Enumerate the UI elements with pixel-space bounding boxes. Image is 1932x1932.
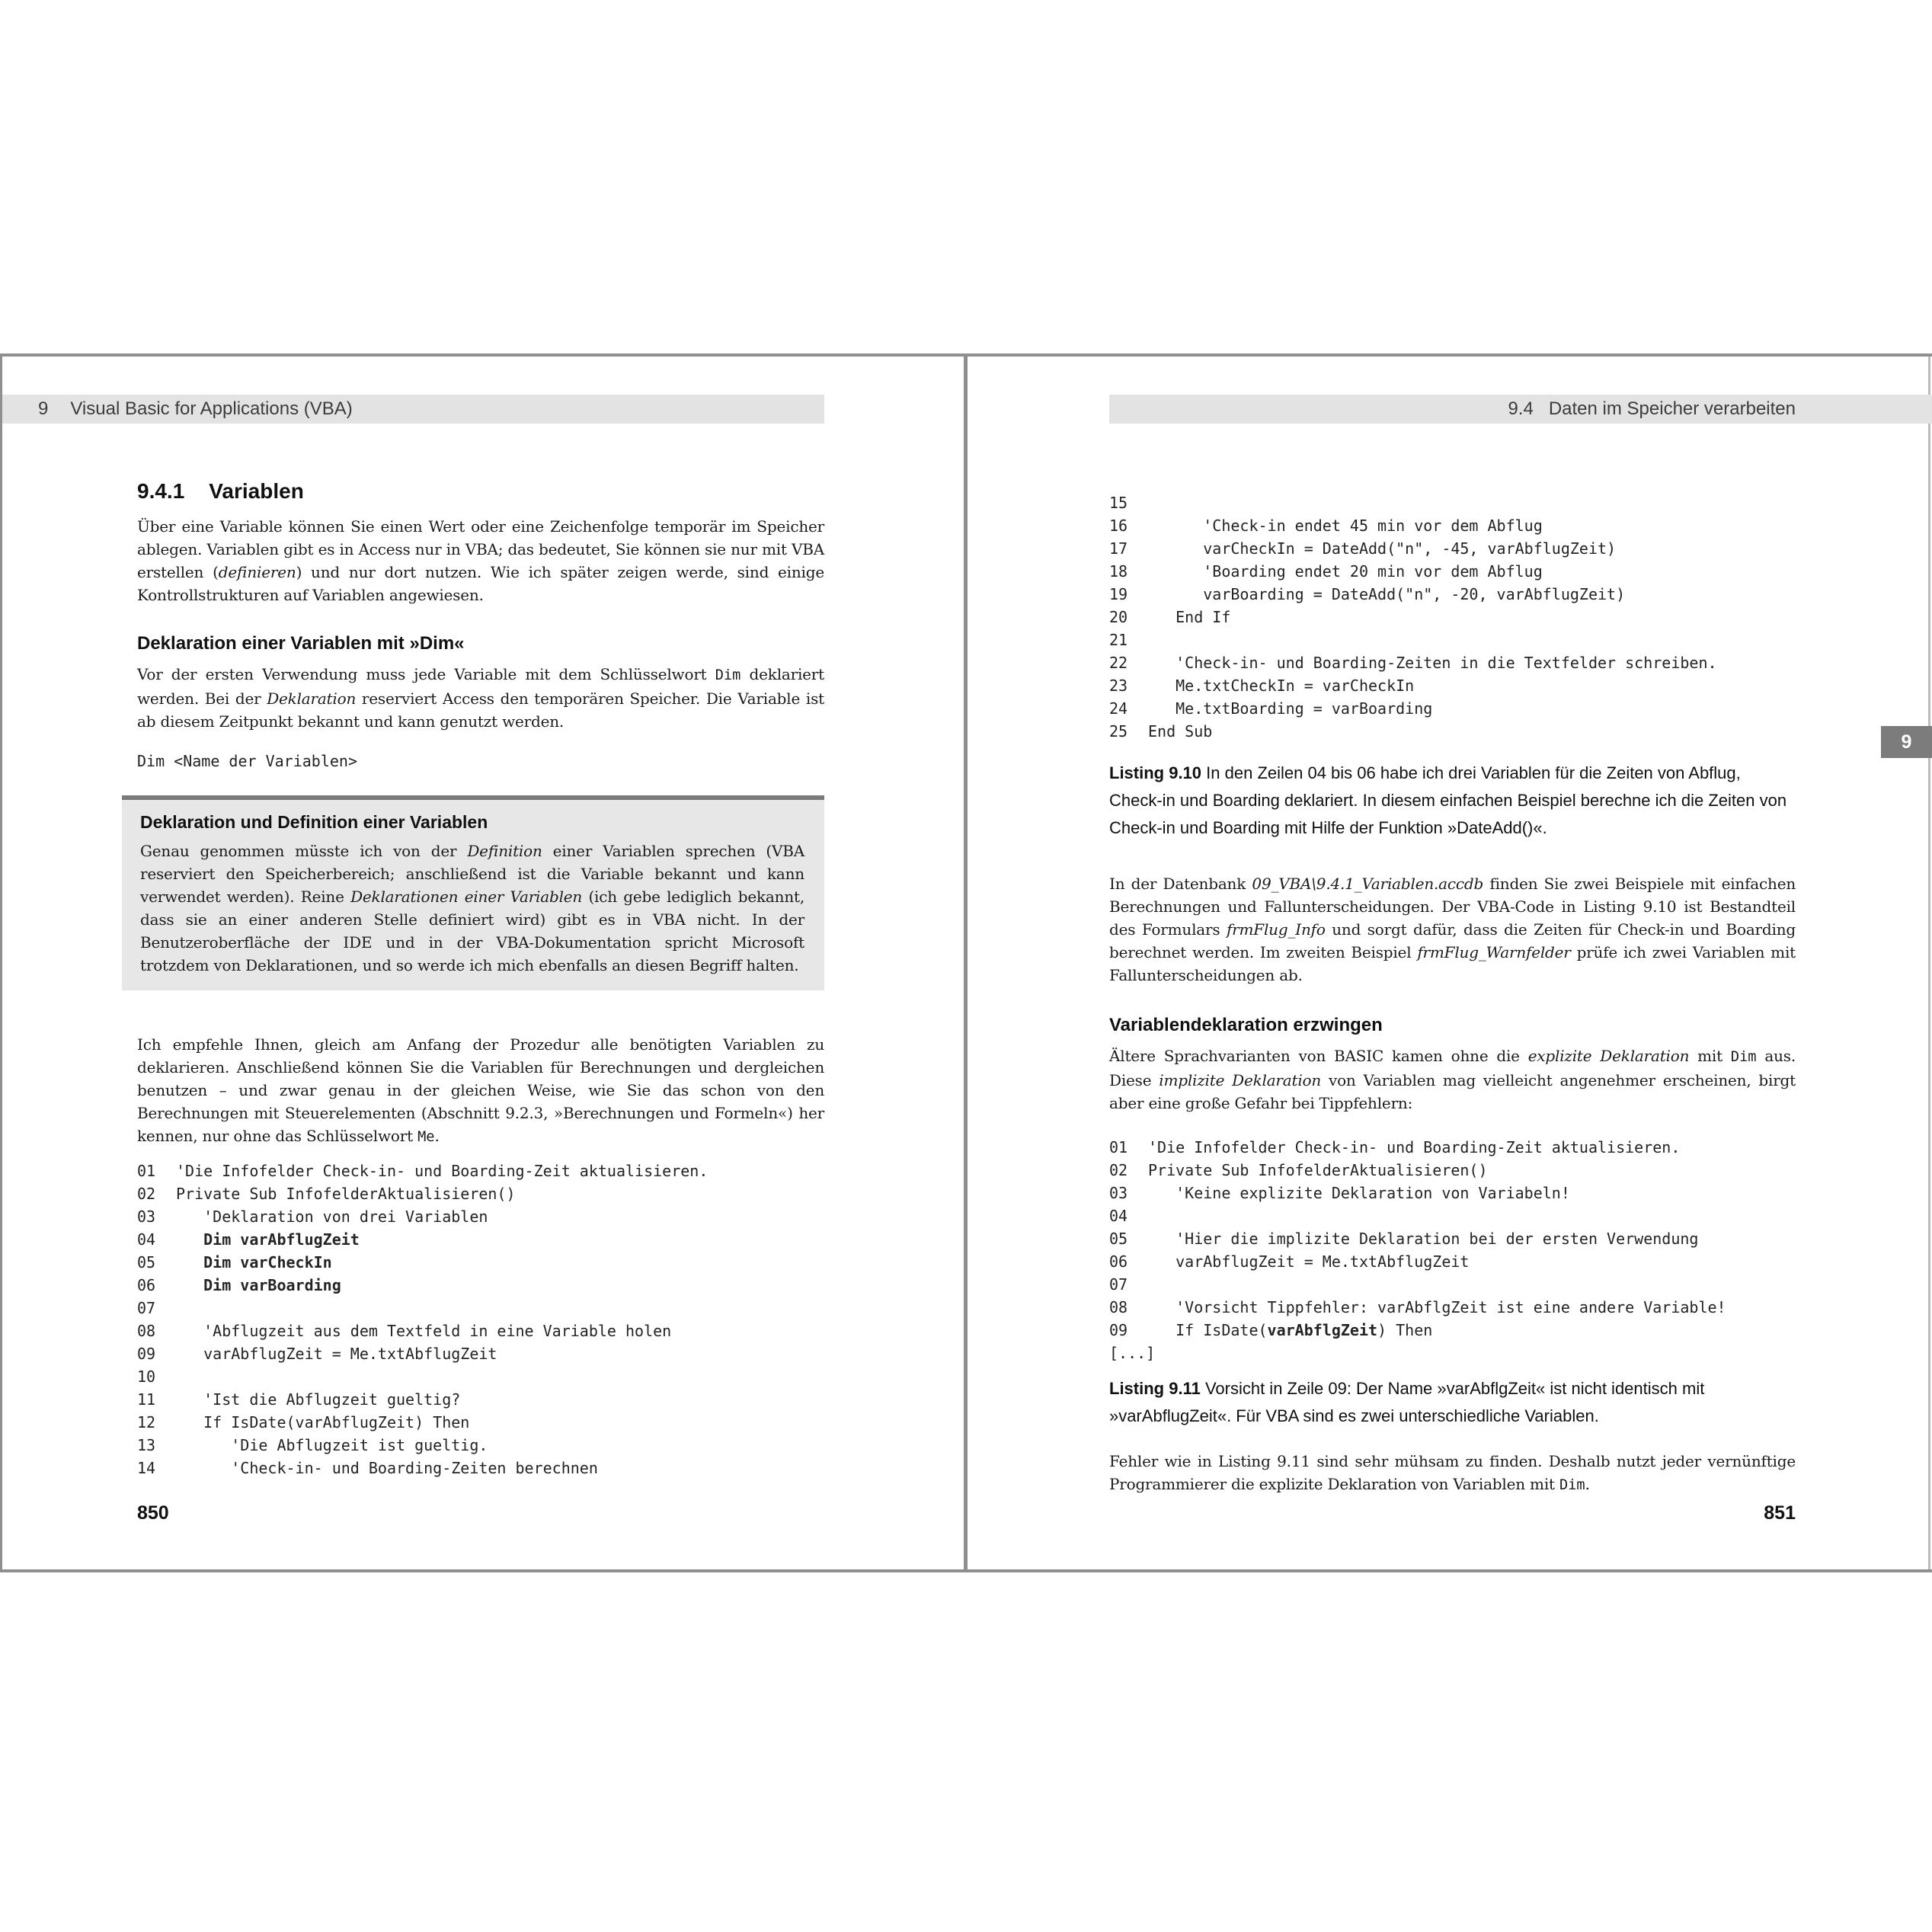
code-line-number: 15: [1109, 494, 1128, 512]
code-line-number: 22: [1109, 654, 1128, 672]
chapter-thumb-tab: 9: [1881, 726, 1932, 758]
text-segment: definieren: [218, 563, 296, 581]
code-segment: 'Ist die Abflugzeit gueltig?: [176, 1390, 461, 1409]
code-line: [1109, 537, 1796, 560]
code-line-number: [...]: [1109, 1344, 1156, 1362]
subheading-deklaration-dim: Deklaration einer Variablen mit »Dim«: [137, 633, 465, 654]
code-segment: Private Sub InfofelderAktualisieren(): [176, 1185, 516, 1203]
text-segment: ) und nur dort nutzen. Wie ich später zeigen werde, sind einige Kontrollstrukturen auf Variablen angewiesen.: [137, 563, 824, 604]
code-line-text: [1148, 1319, 1432, 1342]
text-segment: Dim: [1559, 1477, 1585, 1493]
code-line: [1109, 1250, 1796, 1273]
code-line-text: [176, 1457, 598, 1479]
code-segment: [176, 1253, 203, 1271]
code-line: [1109, 1136, 1796, 1159]
code-segment: Private Sub InfofelderAktualisieren(): [1148, 1161, 1488, 1179]
code-listing-910-part1: [137, 1160, 824, 1479]
code-line-text: [176, 1342, 497, 1365]
code-segment: Me.txtBoarding = varBoarding: [1148, 699, 1433, 718]
code-line-text: [176, 1205, 488, 1228]
code-line: [137, 1388, 824, 1411]
text-segment: Genau genommen müsste ich von der: [140, 842, 468, 860]
right-page-column: [1109, 491, 1796, 1497]
subheading-variablendeklaration: Variablendeklaration erzwingen: [1109, 1015, 1383, 1035]
code-line-text: [1148, 1182, 1570, 1204]
code-line-text: [1148, 1159, 1488, 1182]
code-line-text: [1148, 651, 1717, 674]
code-segment: End If: [1148, 608, 1231, 626]
paragraph-empfehlung: [137, 1033, 824, 1149]
listing-caption-911: [1109, 1375, 1796, 1430]
code-line-text: [1148, 560, 1543, 583]
code-line: [1109, 720, 1796, 743]
text-segment: Vor der ersten Verwendung muss jede Variable mit dem Schlüsselwort: [137, 665, 715, 683]
text-segment: Dim: [715, 667, 741, 683]
code-line-number: 13: [137, 1436, 156, 1454]
chapter-number: 9: [38, 398, 49, 419]
code-line-number: 06: [137, 1276, 156, 1294]
code-line: [1109, 1159, 1796, 1182]
text-segment: explizite Deklaration: [1527, 1047, 1690, 1065]
code-snippet-dim-syntax: Dim <Name der Variablen>: [137, 752, 357, 770]
page-gutter-divider: [964, 357, 968, 1569]
running-head-left: [2, 395, 824, 424]
paragraph-variablen-intro: [137, 515, 824, 606]
code-line: [137, 1297, 824, 1319]
code-line: [1109, 1227, 1796, 1250]
code-line-number: 10: [137, 1367, 156, 1386]
code-line-number: 18: [1109, 562, 1128, 581]
code-line: [1109, 697, 1796, 720]
code-listing-911: [1109, 1136, 1796, 1364]
code-line-text: [176, 1297, 185, 1319]
page-number-right: 851: [1764, 1502, 1796, 1524]
running-head-right: [1109, 395, 1932, 424]
section-heading-number: 9.4.1: [137, 479, 185, 503]
code-segment: Dim varAbflugZeit: [203, 1230, 360, 1249]
code-line-text: [1148, 537, 1616, 560]
code-line: [137, 1251, 824, 1274]
code-line: [1109, 491, 1796, 514]
text-segment: Ich empfehle Ihnen, gleich am Anfang der Prozedur alle benötigten Variablen zu deklarieren. Anschließend können Sie die Variablen für Berechnungen und dergleichen benutzen – und zwar genau in der gleichen Weise, wie Sie das schon von den Berechnungen mit Steuerelementen (Abschnitt 9.2.3, »Berechnungen und Formeln«) her kennen, nur ohne das Schlüsselwort: [137, 1035, 824, 1145]
code-line-number: 20: [1109, 608, 1128, 626]
code-segment: Me.txtCheckIn = varCheckIn: [1148, 677, 1415, 695]
code-segment: varAbflugZeit = Me.txtAbflugZeit: [1148, 1252, 1470, 1271]
text-segment: implizite Deklaration: [1159, 1071, 1322, 1089]
text-segment: von Variablen mag vielleicht angenehmer erscheinen, birgt aber eine große Gefahr bei Tippfehlern:: [1109, 1071, 1796, 1112]
code-segment: 'Hier die implizite Deklaration bei der ersten Verwendung: [1148, 1230, 1699, 1248]
text-segment: frmFlug_Info: [1226, 920, 1326, 939]
section-number: 9.4: [1508, 398, 1534, 419]
code-line-number: 04: [137, 1230, 156, 1249]
code-line-number: 21: [1109, 631, 1128, 649]
page-bottom-border: [0, 1569, 1932, 1572]
code-line-number: 03: [137, 1208, 156, 1226]
code-line-text: [176, 1182, 516, 1205]
paragraph-fehler-hinweis: [1109, 1450, 1796, 1497]
code-line-text: [1148, 1296, 1726, 1319]
code-line: [1109, 583, 1796, 606]
code-line-number: 07: [137, 1299, 156, 1317]
code-line-text: [176, 1434, 488, 1457]
text-segment: Listing 9.10: [1109, 763, 1202, 782]
page-left-border: [0, 353, 2, 1572]
code-line: [137, 1205, 824, 1228]
code-line-text: [176, 1274, 341, 1297]
text-segment: Über eine Variable können Sie einen Wert oder eine Zeichenfolge temporär im Speicher ablegen. Variablen gibt es in Access nur in VBA; das bedeutet, Sie können sie nur mit VBA erstellen (: [137, 517, 824, 581]
code-segment: End Sub: [1148, 722, 1213, 740]
code-line: [137, 1319, 824, 1342]
text-segment: einer Variablen sprechen (VBA reserviert den Speicherbereich; anschließend ist die Variable bekannt und kann verwendet werden). Reine: [140, 842, 804, 906]
code-line-number: 01: [1109, 1138, 1128, 1156]
code-line: [1109, 514, 1796, 537]
code-segment: 'Die Infofelder Check-in- und Boarding-Zeit aktualisieren.: [176, 1162, 709, 1180]
code-line-number: 05: [137, 1253, 156, 1271]
code-line: [137, 1274, 824, 1297]
code-line-number: 02: [1109, 1161, 1128, 1179]
text-segment: deklariert werden. Bei der: [137, 665, 824, 708]
code-line: [137, 1434, 824, 1457]
text-segment: Vorsicht in Zeile 09: Der Name »varAbflgZeit« ist nicht identisch mit »varAbflugZeit«. Für VBA sind es zwei unterschiedliche Variablen.: [1109, 1379, 1705, 1425]
code-line: [1109, 1296, 1796, 1319]
code-segment: 'Deklaration von drei Variablen: [176, 1208, 488, 1226]
code-segment: varAbflugZeit = Me.txtAbflugZeit: [176, 1345, 497, 1363]
code-line-number: 06: [1109, 1252, 1128, 1271]
code-line: [1109, 629, 1796, 651]
paragraph-basic-deklaration: [1109, 1044, 1796, 1115]
text-segment: aus. Diese: [1109, 1047, 1796, 1089]
code-line: [137, 1182, 824, 1205]
code-segment: 'Abflugzeit aus dem Textfeld in eine Variable holen: [176, 1322, 672, 1340]
code-line-text: [1148, 1273, 1157, 1296]
text-segment: In den Zeilen 04 bis 06 habe ich drei Variablen für die Zeiten von Abflug, Check-in und Boarding deklariert. In diesem einfachen Beispiel berechne ich die Zeiten von Check-in und Boarding mit Hilfe der Funktion »DateAdd()«.: [1109, 763, 1787, 837]
text-segment: reserviert Access den temporären Speicher. Die Variable ist ab diesem Zeitpunkt bekannt und kann genutzt werden.: [137, 689, 824, 731]
code-line: [137, 1160, 824, 1182]
code-line-text: [1148, 583, 1625, 606]
code-line-number: 01: [137, 1162, 156, 1180]
code-segment: 'Vorsicht Tippfehler: varAbflgZeit ist eine andere Variable!: [1148, 1298, 1726, 1316]
code-line-text: [1148, 606, 1230, 629]
code-line-number: 14: [137, 1459, 156, 1477]
code-line: [1109, 606, 1796, 629]
code-segment: If IsDate(: [1148, 1321, 1268, 1339]
code-line: [137, 1342, 824, 1365]
code-line-number: 09: [137, 1345, 156, 1363]
info-box: [122, 795, 824, 990]
paragraph-datenbank-beispiele: [1109, 872, 1796, 987]
text-segment: In der Datenbank: [1109, 875, 1252, 893]
code-segment: Dim varCheckIn: [203, 1253, 332, 1271]
code-segment: [176, 1230, 203, 1249]
code-segment: If IsDate(varAbflugZeit) Then: [176, 1413, 470, 1431]
text-segment: und sorgt dafür, dass die Zeiten für Check-in und Boarding berechnet werden. Im zweiten Beispiel: [1109, 920, 1796, 961]
code-line: [1109, 1273, 1796, 1296]
info-box-body: [140, 840, 804, 977]
text-segment: Ältere Sprachvarianten von BASIC kamen ohne die: [1109, 1047, 1528, 1065]
code-line-text: [1148, 1136, 1680, 1159]
listing-caption-910: [1109, 760, 1796, 842]
code-line: [1109, 1319, 1796, 1342]
code-line-number: 04: [1109, 1207, 1128, 1225]
code-line-number: 05: [1109, 1230, 1128, 1248]
code-line-number: 19: [1109, 585, 1128, 603]
text-segment: Deklarationen einer Variablen: [350, 888, 583, 906]
code-line: [137, 1457, 824, 1479]
left-page-column: [137, 478, 824, 1479]
code-line: [1109, 651, 1796, 674]
code-line-text: [176, 1228, 360, 1251]
code-segment: Dim varBoarding: [203, 1276, 341, 1294]
text-segment: Listing 9.11: [1109, 1379, 1201, 1398]
code-line-text: [176, 1365, 185, 1388]
code-line-text: [1148, 674, 1414, 697]
code-line-text: [1148, 720, 1212, 743]
code-line: [1109, 1204, 1796, 1227]
code-line-text: [1148, 629, 1157, 651]
code-line-text: [1148, 697, 1432, 720]
code-line-number: 16: [1109, 517, 1128, 535]
code-line-text: [1155, 1342, 1164, 1364]
info-box-title: Deklaration und Definition einer Variablen: [140, 812, 488, 832]
code-segment: 'Check-in- und Boarding-Zeiten berechnen: [176, 1459, 598, 1477]
code-segment: [176, 1276, 203, 1294]
code-line-number: 17: [1109, 539, 1128, 558]
code-segment: ) Then: [1377, 1321, 1433, 1339]
code-line: [137, 1365, 824, 1388]
code-line-text: [1148, 1227, 1698, 1250]
text-segment: finden Sie zwei Beispiele mit einfachen Berechnungen und Fallunterscheidungen. Der VBA-Code in Listing 9.10 ist Bestandteil des Formulars: [1109, 875, 1796, 939]
text-segment: Definition: [467, 842, 542, 860]
text-segment: .: [434, 1127, 440, 1145]
code-segment: varBoarding = DateAdd("n", -20, varAbflugZeit): [1148, 585, 1626, 603]
code-line: [1109, 1182, 1796, 1204]
code-line-text: [1148, 1204, 1157, 1227]
text-segment: prüfe ich zwei Variablen mit Fallunterscheidungen ab.: [1109, 943, 1796, 984]
code-line: [137, 1411, 824, 1434]
text-segment: Me: [417, 1129, 435, 1145]
text-segment: Deklaration: [267, 689, 357, 708]
code-line-text: [1148, 1250, 1469, 1273]
code-listing-910-part2: [1109, 491, 1796, 743]
paragraph-dim-deklaration: [137, 663, 824, 733]
code-segment: 'Boarding endet 20 min vor dem Abflug: [1148, 562, 1543, 581]
text-segment: frmFlug_Warnfelder: [1417, 943, 1571, 961]
code-line-text: [176, 1388, 460, 1411]
text-segment: (ich gebe lediglich bekannt, dass sie an einer anderen Stelle definiert wird) gibt es in VBA nicht. In der Benutzeroberfläche der IDE und in der VBA-Dokumentation spricht Microsoft trotzdem von Deklarationen, und so werde ich mich ebenfalls an diesen Begriff halten.: [140, 888, 805, 974]
code-line: [1109, 674, 1796, 697]
code-line-number: 08: [1109, 1298, 1128, 1316]
page-right-border: [1928, 357, 1930, 1569]
code-line-number: 09: [1109, 1321, 1128, 1339]
page-number-left: 850: [137, 1502, 169, 1524]
code-segment: 'Keine explizite Deklaration von Variabeln!: [1148, 1184, 1570, 1202]
text-segment: 09_VBA\9.4.1_Variablen.accdb: [1252, 875, 1484, 893]
text-segment: mit: [1689, 1047, 1731, 1065]
code-line-text: [176, 1251, 332, 1274]
text-segment: .: [1585, 1475, 1590, 1493]
text-segment: Dim: [1730, 1049, 1757, 1065]
text-segment: Fehler wie in Listing 9.11 sind sehr mühsam zu finden. Deshalb nutzt jeder vernünftige Programmierer die explizite Deklaration von Variablen mit: [1109, 1452, 1796, 1493]
code-line: [1109, 1342, 1796, 1364]
code-segment: 'Check-in endet 45 min vor dem Abflug: [1148, 517, 1543, 535]
code-line-text: [176, 1319, 671, 1342]
code-segment: varAbflgZeit: [1267, 1321, 1378, 1339]
code-line-number: 23: [1109, 677, 1128, 695]
code-line-text: [1148, 514, 1543, 537]
code-line-number: 12: [137, 1413, 156, 1431]
code-line-number: 07: [1109, 1275, 1128, 1294]
running-head-right-title: Daten im Speicher verarbeiten: [1548, 398, 1796, 419]
code-line-number: 11: [137, 1390, 156, 1409]
code-line-number: 25: [1109, 722, 1128, 740]
code-line: [1109, 560, 1796, 583]
code-segment: 'Die Abflugzeit ist gueltig.: [176, 1436, 488, 1454]
code-line-number: 08: [137, 1322, 156, 1340]
code-segment: 'Check-in- und Boarding-Zeiten in die Textfelder schreiben.: [1148, 654, 1717, 672]
running-head-left-title: Visual Basic for Applications (VBA): [70, 398, 353, 419]
code-line-number: 03: [1109, 1184, 1128, 1202]
code-line: [137, 1228, 824, 1251]
code-line-text: [1148, 491, 1157, 514]
code-line-number: 02: [137, 1185, 156, 1203]
code-line-text: [176, 1411, 469, 1434]
section-heading: [137, 478, 824, 504]
section-heading-title: Variablen: [209, 479, 304, 503]
code-segment: varCheckIn = DateAdd("n", -45, varAbflugZeit): [1148, 539, 1617, 558]
code-line-number: 24: [1109, 699, 1128, 718]
code-line-text: [176, 1160, 708, 1182]
code-segment: 'Die Infofelder Check-in- und Boarding-Zeit aktualisieren.: [1148, 1138, 1681, 1156]
